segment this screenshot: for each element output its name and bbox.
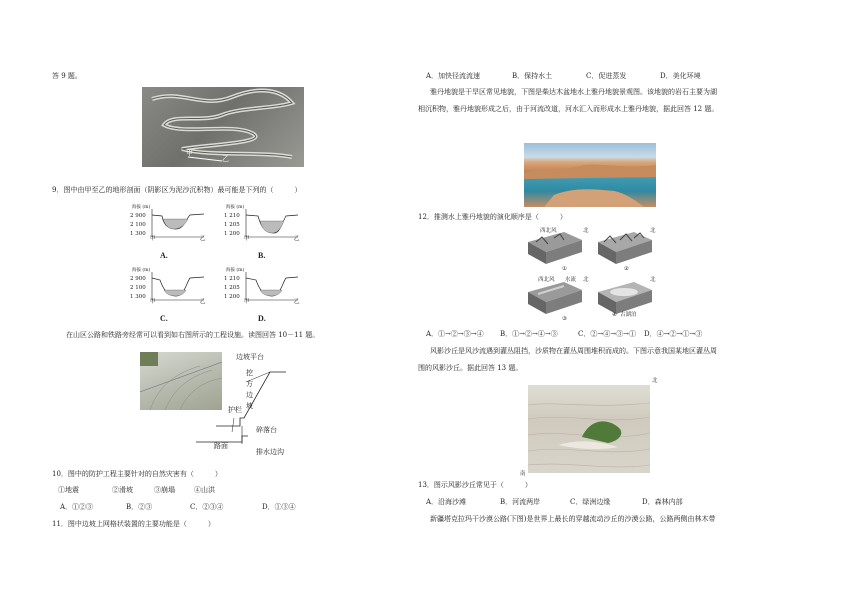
question-10: 10．图中的防护工程主要针对的自然灾害有（ ） xyxy=(52,470,222,478)
intro-13-line-1: 风影沙丘是风沙流遇到灌丛阻挡，沙质物在灌丛周围堆积而成的。下图示意我国某地区灌丛周 xyxy=(430,347,717,355)
intro-12-line-1: 雅丹地貌是干旱区常见地貌，下图是柴达木盆地水上雅丹地貌景观图。该地貌的岩石主要为湖 xyxy=(430,88,717,96)
q12-option-a: A．①→②→③→④ xyxy=(426,330,484,338)
question-11: 11．图中边坡上网格状装置的主要功能是（ ） xyxy=(52,520,215,528)
tick-a-3: 1 300 xyxy=(130,231,146,237)
profile-c xyxy=(128,266,208,306)
label-wind-3: 西北风 xyxy=(538,277,555,283)
tick-b-3: 1 200 xyxy=(224,231,240,237)
q13-option-a: A．沿海沙滩 xyxy=(426,498,467,506)
q12-option-d: D．④→②→①→③ xyxy=(644,330,703,338)
intro-14: 新疆塔克拉玛干沙漠公路(下图)是世界上最长的穿越流动沙丘的沙漠公路，公路两侧由林木带 xyxy=(430,515,716,523)
q11-option-d: D．美化环境 xyxy=(660,72,701,80)
svg-text:海拔 (m): 海拔 (m) xyxy=(132,205,151,210)
intro-10-11: 在山区公路和铁路旁经常可以看到如右图所示的工程设施。读图回答 10－11 题。 xyxy=(66,331,320,339)
meander-photo xyxy=(142,87,304,167)
tick-c-1: 2 900 xyxy=(130,276,146,282)
label-slope-2: 方 xyxy=(246,380,253,388)
q10-item-1: ①地震 xyxy=(58,486,79,494)
end-d: 乙 xyxy=(294,299,300,305)
label-north-2: 北 xyxy=(650,228,656,234)
label-drain: 排水边沟 xyxy=(256,448,284,456)
start-a: 甲 xyxy=(150,236,156,242)
yardang-photo xyxy=(524,143,656,207)
end-a: 乙 xyxy=(200,236,206,242)
block-num-1: ① xyxy=(562,266,567,272)
label-slope-4: 坡 xyxy=(246,402,253,410)
tick-a-1: 2 900 xyxy=(130,213,146,219)
dune-photo xyxy=(528,385,650,473)
q10-item-3: ③崩塌 xyxy=(154,486,175,494)
svg-text:海拔 (m): 海拔 (m) xyxy=(226,268,245,273)
label-road: 路面 xyxy=(214,442,228,450)
q10-option-c: C．②③④ xyxy=(190,503,224,511)
block-num-3: ③ xyxy=(562,316,567,322)
label-dune-north: 北 xyxy=(652,378,658,384)
svg-text:海拔 (m): 海拔 (m) xyxy=(226,205,245,210)
profile-b xyxy=(222,203,302,243)
q10-item-2: ②滑坡 xyxy=(112,486,133,494)
tick-d-1: 1 210 xyxy=(224,276,240,282)
profile-d xyxy=(222,266,302,306)
tick-b-2: 1 205 xyxy=(224,222,240,228)
profile-c-caption: C. xyxy=(160,314,168,323)
label-slope-1: 挖 xyxy=(246,369,253,377)
start-b: 甲 xyxy=(244,236,250,242)
block-num-2: ② xyxy=(624,266,629,272)
label-dune-south: 南 xyxy=(520,471,526,477)
tick-d-3: 1 200 xyxy=(224,294,240,300)
q10-item-4: ④山洪 xyxy=(194,486,215,494)
q10-option-d: D．①③④ xyxy=(262,503,296,511)
label-jia: 甲 xyxy=(186,149,193,157)
label-guard: 护栏 xyxy=(228,406,242,414)
tick-d-2: 1 205 xyxy=(224,285,240,291)
label-lake: 古湖泊 xyxy=(620,312,637,318)
q10-option-a: A．①②③ xyxy=(60,503,94,511)
question-9: 9．图中由甲至乙的地形剖面（阴影区为泥沙沉积物）最可能是下列的（ ） xyxy=(52,186,302,194)
label-north-1: 北 xyxy=(583,228,589,234)
intro-12-line-2: 相沉积物，雅丹地貌形成之后，由于河流改道，河水汇入而形成水上雅丹地貌，据此回答 12 题。 xyxy=(418,105,719,113)
label-slope-3: 边 xyxy=(246,391,253,399)
label-north-3: 北 xyxy=(583,277,589,283)
profile-b-caption: B. xyxy=(258,251,266,260)
tick-b-1: 1 210 xyxy=(224,213,240,219)
q13-option-b: B．河流两岸 xyxy=(500,498,541,506)
q13-option-d: D．森林内部 xyxy=(642,498,683,506)
svg-text:海拔 (m): 海拔 (m) xyxy=(132,268,151,273)
q12-option-c: C．②→④→③→① xyxy=(578,330,636,338)
tick-a-2: 2 100 xyxy=(130,222,146,228)
text-line: 答 9 题。 xyxy=(52,72,82,80)
profile-d-caption: D. xyxy=(258,314,266,323)
yardang-block-2 xyxy=(594,228,654,266)
label-fall: 碎落台 xyxy=(256,426,277,434)
intro-13-line-2: 围的风影沙丘。据此回答 13 题。 xyxy=(418,364,523,372)
block-num-4: ④ xyxy=(612,312,617,318)
q10-option-b: B．②③ xyxy=(126,503,153,511)
q13-option-c: C．绿洲边缘 xyxy=(570,498,611,506)
profile-a xyxy=(128,203,208,243)
profile-a-caption: A. xyxy=(160,251,168,260)
start-d: 甲 xyxy=(244,299,250,305)
question-13: 13．图示风影沙丘常见于（ ） xyxy=(418,481,532,489)
label-wind-1: 西北风 xyxy=(540,228,557,234)
end-b: 乙 xyxy=(294,236,300,242)
tick-c-2: 2 100 xyxy=(130,285,146,291)
label-water: 水流 xyxy=(565,277,577,283)
question-12: 12．推测水上雅丹地貌的演化顺序是（ ） xyxy=(418,213,567,221)
q11-option-a: A．加快径流流速 xyxy=(426,72,481,80)
q11-option-b: B．保持水土 xyxy=(512,72,553,80)
start-c: 甲 xyxy=(150,299,156,305)
q12-option-b: B．①→②→④→③ xyxy=(500,330,558,338)
end-c: 乙 xyxy=(200,299,206,305)
label-platform: 边坡平台 xyxy=(236,353,264,361)
tick-c-3: 1 300 xyxy=(130,294,146,300)
yardang-block-4 xyxy=(594,278,654,316)
label-north-4: 北 xyxy=(650,277,656,283)
q11-option-c: C．促进蒸发 xyxy=(586,72,627,80)
label-yi: 乙 xyxy=(222,155,229,163)
